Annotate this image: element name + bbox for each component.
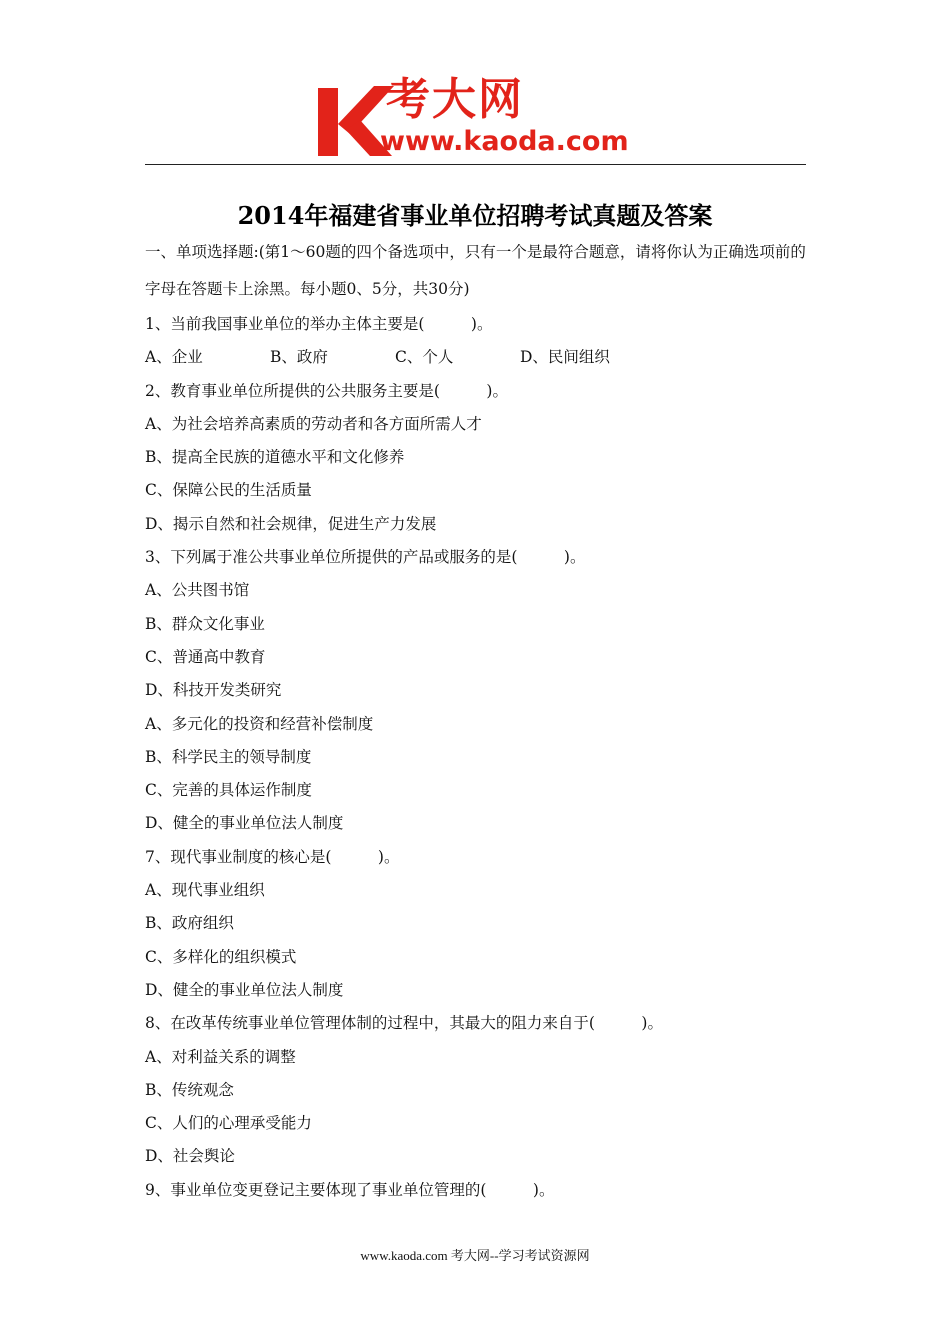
kaoda-logo (316, 74, 642, 160)
option-a: A、企业 (145, 348, 203, 367)
logo-url: www.kaoda.com (380, 126, 629, 157)
option-a: A、现代事业组织 (145, 881, 265, 900)
option-b: B、政府 (270, 348, 328, 367)
option-c: C、多样化的组织模式 (145, 947, 297, 966)
section-intro: 一、单项选择题:(第1～60题的四个备选项中，只有一个是最符合题意，请将你认为正确选项前的字母在答题卡上涂黑。每小题0、5分，共30分) (145, 243, 806, 298)
option-b: B、政府组织 (145, 914, 234, 933)
option-c: C、保障公民的生活质量 (145, 481, 312, 500)
option-b: B、群众文化事业 (145, 614, 265, 633)
option-a: A、多元化的投资和经营补偿制度 (145, 714, 374, 733)
option-c: C、普通高中教育 (145, 647, 266, 666)
question-7-stem: 7、现代事业制度的核心是( )。 (145, 847, 400, 866)
option-d: D、社会舆论 (145, 1147, 235, 1166)
question-3-stem: 3、下列属于准公共事业单位所提供的产品或服务的是( )。 (145, 548, 586, 567)
option-a: A、对利益关系的调整 (145, 1047, 296, 1066)
option-d: D、科技开发类研究 (145, 681, 282, 700)
option-a: A、为社会培养高素质的劳动者和各方面所需人才 (145, 414, 482, 433)
option-c: C、人们的心理承受能力 (145, 1114, 312, 1133)
document-title: 2014年福建省事业单位招聘考试真题及答案 (237, 201, 713, 231)
option-c: C、完善的具体运作制度 (145, 781, 312, 800)
page-footer: www.kaoda.com 考大网--学习考试资源网 (360, 1248, 590, 1263)
document-body (145, 234, 809, 1207)
option-d: D、揭示自然和社会规律，促进生产力发展 (145, 514, 437, 533)
question-1-options (145, 341, 809, 374)
option-a: A、公共图书馆 (145, 581, 250, 600)
option-b: B、传统观念 (145, 1080, 234, 1099)
option-d: D、健全的事业单位法人制度 (145, 814, 344, 833)
option-b: B、提高全民族的道德水平和文化修养 (145, 448, 405, 467)
option-d: D、健全的事业单位法人制度 (145, 980, 344, 999)
question-8-stem: 8、在改革传统事业单位管理体制的过程中，其最大的阻力来自于( )。 (145, 1014, 663, 1033)
question-1-stem: 1、当前我国事业单位的举办主体主要是( )。 (145, 315, 493, 333)
question-9-stem: 9、事业单位变更登记主要体现了事业单位管理的( )。 (145, 1180, 555, 1199)
option-b: B、科学民主的领导制度 (145, 747, 312, 766)
question-2-stem: 2、教育事业单位所提供的公共服务主要是( )。 (145, 381, 508, 400)
logo-title: 考大网 (386, 74, 524, 125)
option-c: C、个人 (395, 348, 454, 367)
header-divider (145, 164, 806, 165)
option-d: D、民间组织 (520, 348, 610, 367)
